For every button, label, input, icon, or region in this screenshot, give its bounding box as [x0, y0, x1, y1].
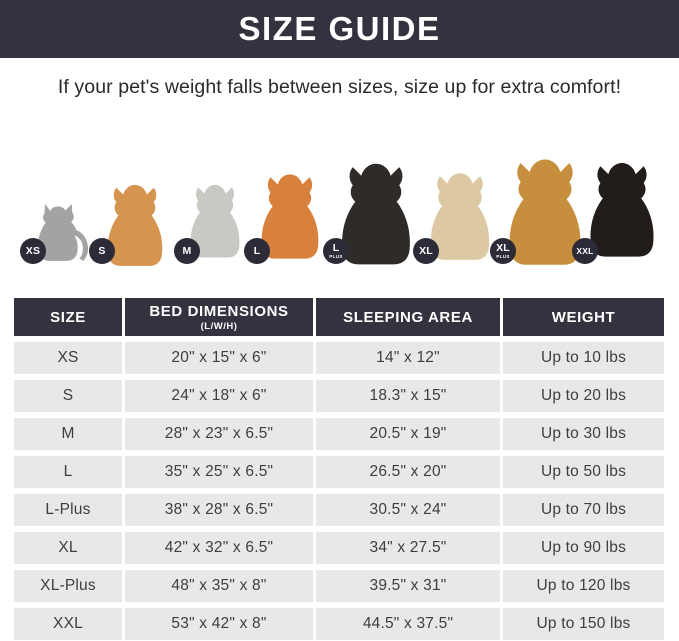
cell-sleeping-area: 14" x 12"	[316, 342, 500, 374]
cell-weight: Up to 150 lbs	[503, 608, 664, 640]
col-header-weight	[503, 298, 664, 336]
size-badge-xs	[20, 238, 46, 264]
cell-weight: Up to 20 lbs	[503, 380, 664, 412]
size-badge-xxl	[572, 238, 598, 264]
cell-bed-dimensions: 35" x 25" x 6.5"	[125, 456, 313, 488]
size-badge-sublabel: PLUS	[496, 253, 510, 259]
size-badge-label: XL	[496, 242, 510, 254]
cell-weight: Up to 70 lbs	[503, 494, 664, 526]
size-badge-label: XL	[419, 244, 433, 257]
cell-sleeping-area: 44.5" x 37.5"	[316, 608, 500, 640]
size-badge-sublabel: PLUS	[329, 253, 343, 259]
cell-sleeping-area: 18.3" x 15"	[316, 380, 500, 412]
cell-sleeping-area: 20.5" x 19"	[316, 418, 500, 450]
size-badge-label: L	[332, 242, 340, 254]
col-header-label: BED DIMENSIONS	[149, 302, 289, 320]
cell-weight: Up to 10 lbs	[503, 342, 664, 374]
pet-figure-l-shiba-inu	[254, 160, 326, 268]
size-table	[14, 298, 664, 640]
size-badge-l-plus	[323, 238, 349, 264]
size-badge-label: M	[182, 244, 192, 257]
col-header-size	[14, 298, 122, 336]
cell-bed-dimensions: 24" x 18" x 6"	[125, 380, 313, 412]
page-title: SIZE GUIDE	[238, 10, 441, 47]
cell-bed-dimensions: 38" x 28" x 6.5"	[125, 494, 313, 526]
pet-figure-m-french-bulldog	[184, 170, 246, 268]
cell-size: XS	[14, 342, 122, 374]
size-badge-label: S	[98, 244, 106, 257]
col-header-label: SLEEPING AREA	[343, 308, 473, 326]
col-header-label: SIZE	[50, 308, 86, 326]
title-bar	[0, 0, 679, 58]
cell-size: XL	[14, 532, 122, 564]
pet-figure-xxl-doberman	[576, 146, 662, 268]
cell-bed-dimensions: 42" x 32" x 6.5"	[125, 532, 313, 564]
size-badge-label: XS	[25, 244, 41, 257]
size-badge-s	[89, 238, 115, 264]
pet-figure-s-pomeranian	[99, 178, 171, 268]
cell-weight: Up to 30 lbs	[503, 418, 664, 450]
size-badge-xl	[413, 238, 439, 264]
cell-bed-dimensions: 48" x 35" x 8"	[125, 570, 313, 602]
cell-size: S	[14, 380, 122, 412]
cell-weight: Up to 50 lbs	[503, 456, 664, 488]
pet-size-lineup	[0, 130, 679, 268]
cell-size: L-Plus	[14, 494, 122, 526]
cell-sleeping-area: 30.5" x 24"	[316, 494, 500, 526]
cell-weight: Up to 120 lbs	[503, 570, 664, 602]
cell-sleeping-area: 34" x 27.5"	[316, 532, 500, 564]
cell-size: XXL	[14, 608, 122, 640]
subtitle: If your pet's weight falls between sizes, size up for extra comfort!	[57, 76, 622, 98]
pet-figure-xs-cat	[25, 190, 88, 268]
cell-size: M	[14, 418, 122, 450]
cell-bed-dimensions: 28" x 23" x 6.5"	[125, 418, 313, 450]
size-badge-l	[244, 238, 270, 264]
pet-figure-l-plus-border-collie	[329, 154, 419, 268]
col-header-sleeping-area	[316, 298, 500, 336]
cell-size: XL-Plus	[14, 570, 122, 602]
cell-weight: Up to 90 lbs	[503, 532, 664, 564]
cell-sleeping-area: 26.5" x 20"	[316, 456, 500, 488]
col-header-bed-dimensions	[125, 298, 313, 336]
size-badge-label: XXL	[576, 245, 594, 256]
col-header-sublabel: (L/W/H)	[200, 320, 238, 332]
cell-bed-dimensions: 53" x 42" x 8"	[125, 608, 313, 640]
col-header-label: WEIGHT	[551, 308, 616, 326]
size-badge-xl-plus	[490, 238, 516, 264]
cell-bed-dimensions: 20" x 15" x 6"	[125, 342, 313, 374]
size-badge-label: L	[253, 244, 261, 257]
cell-sleeping-area: 39.5" x 31"	[316, 570, 500, 602]
size-badge-m	[174, 238, 200, 264]
cell-size: L	[14, 456, 122, 488]
pet-figure-xl-labrador	[419, 160, 497, 268]
